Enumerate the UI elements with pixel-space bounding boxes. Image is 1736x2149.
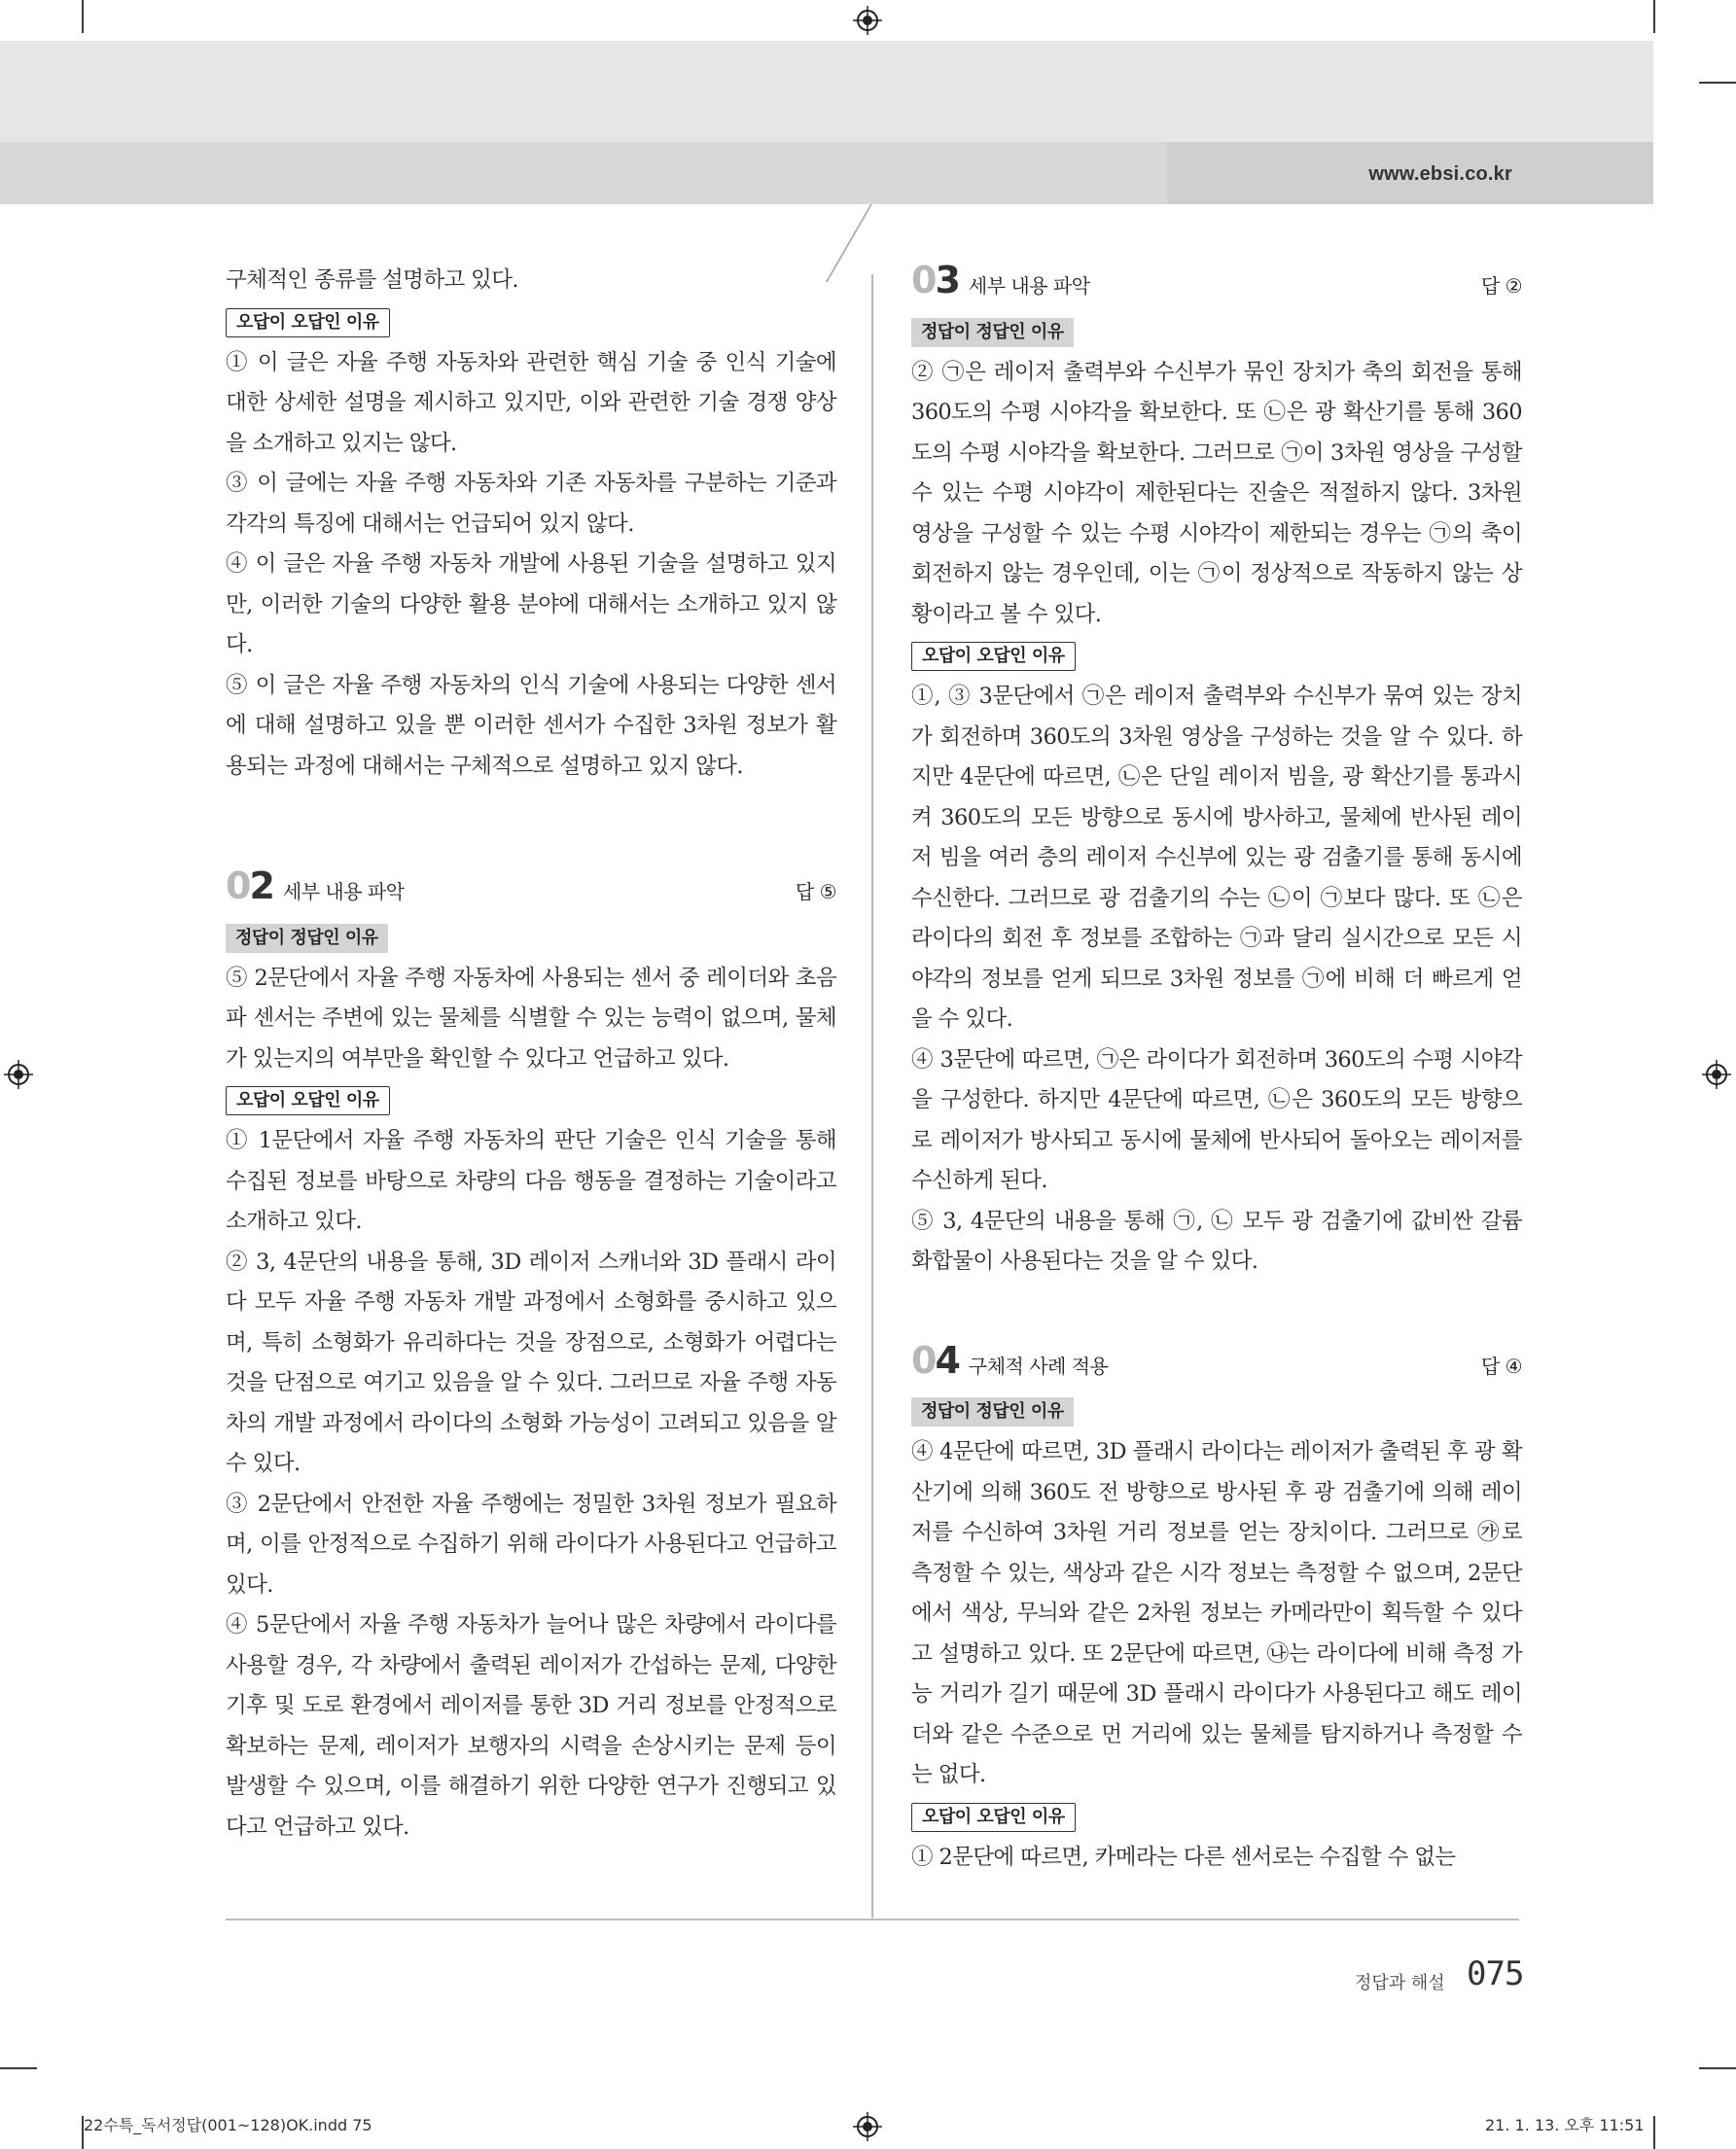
wrong-reason-tag: 오답이 오답인 이유 bbox=[226, 308, 390, 337]
bottom-rule bbox=[226, 1919, 1519, 1920]
question-number: 04 bbox=[911, 1338, 959, 1382]
answer-label: 답 ④ bbox=[1480, 1354, 1522, 1378]
print-slug-date: 21. 1. 13. 오후 11:51 bbox=[1485, 2116, 1645, 2134]
explanation-item: ①, ③ 3문단에서 ㉠은 레이저 출력부와 수신부가 묶여 있는 장치가 회전하며 360도의 3차원 영상을 구성하는 것을 알 수 있다. 하지만 4문단에 따르면, ㉡은 단일 레이저 빔을, 광 확산기를 통과시켜 360도의 모든 방향으로 동시에 방사하고, 물체에 반사된 레이저 빔을 여러 층의 레이저 수신부에 있는 광 검출기를 통해 동시에 수신한다. 그러므로 광 검출기의 수는 ㉡이 ㉠보다 많다. 또 ㉡은 라이다의 회전 후 정보를 조합하는 ㉠과 달리 실시간으로 모든 시야각의 정보를 얻게 되므로 3차원 정보를 ㉠에 비해 더 빠르게 얻을 수 있다. bbox=[911, 684, 1522, 1032]
answer-label: 답 ⑤ bbox=[795, 880, 836, 903]
explanation-item: ⑤ 2문단에서 자율 주행 자동차에 사용되는 센서 중 레이더와 초음파 센서는 주변에 있는 물체를 식별할 수 있는 능력이 없으며, 물체가 있는지의 여부만을 확인할 수 있다고 언급하고 있다. bbox=[226, 965, 836, 1072]
correct-reason-tag: 정답이 정답인 이유 bbox=[226, 924, 388, 953]
crop-mark bbox=[1699, 2067, 1736, 2069]
column-divider bbox=[871, 274, 873, 1918]
explanation-item: ① 이 글은 자율 주행 자동차와 관련한 핵심 기술 중 인식 기술에 대한 상세한 설명을 제시하고 있지만, 이와 관련한 기술 경쟁 양상을 소개하고 있지는 않다. bbox=[226, 349, 836, 456]
question-number: 03 bbox=[911, 259, 959, 301]
question-header-03 bbox=[911, 261, 1522, 307]
question-number: 02 bbox=[226, 864, 273, 907]
explanation-item: ④ 5문단에서 자율 주행 자동차가 늘어나 많은 차량에서 라이다를 사용할 경우, 각 차량에서 출력된 레이저가 간섭하는 문제, 다양한 기후 및 도로 환경에서 레이저를 통한 3D 거리 정보를 안정적으로 확보하는 문제, 레이저가 보행자의 시력을 손상시키는 문제 등이 발생할 수 있으며, 이를 해결하기 위한 다양한 연구가 진행되고 있다고 언급하고 있다. bbox=[226, 1612, 836, 1840]
crop-mark bbox=[0, 2067, 37, 2069]
wrong-reason-tag: 오답이 오답인 이유 bbox=[911, 1803, 1076, 1832]
explanation-item: ③ 2문단에서 안전한 자율 주행에는 정밀한 3차원 정보가 필요하며, 이를 안정적으로 수집하기 위해 라이다가 사용된다고 언급하고 있다. bbox=[226, 1491, 836, 1598]
crop-mark bbox=[1699, 82, 1736, 84]
explanation-item: ① 1문단에서 자율 주행 자동차의 판단 기술은 인식 기술을 통해 수집된 정보를 바탕으로 차량의 다음 행동을 결정하는 기술이라고 소개하고 있다. bbox=[226, 1128, 836, 1234]
explanation-item: ③ 이 글에는 자율 주행 자동차와 기존 자동차를 구분하는 기준과 각각의 특징에 대해서는 언급되어 있지 않다. bbox=[226, 471, 836, 537]
registration-mark-icon bbox=[1702, 1060, 1731, 1089]
left-column bbox=[226, 261, 836, 1848]
explanation-item: ④ 이 글은 자율 주행 자동차 개발에 사용된 기술을 설명하고 있지만, 이러한 기술의 다양한 활용 분야에 대해서는 소개하고 있지 않다. bbox=[226, 551, 836, 657]
registration-mark-icon bbox=[853, 6, 882, 35]
crop-mark bbox=[1653, 2116, 1655, 2149]
header-edge bbox=[1653, 41, 1680, 204]
registration-mark-icon bbox=[4, 1060, 33, 1089]
answer-label: 답 ② bbox=[1480, 274, 1522, 298]
explanation-item: ① 2문단에 따르면, 카메라는 다른 센서로는 수집할 수 없는 bbox=[911, 1844, 1456, 1870]
wrong-reason-tag: 오답이 오답인 이유 bbox=[226, 1086, 390, 1115]
explanation-item: ⑤ 이 글은 자율 주행 자동차의 인식 기술에 사용되는 다양한 센서에 대해 설명하고 있을 뿐 이러한 센서가 수집한 3차원 정보가 활용되는 과정에 대해서는 구체적으로 설명하고 있지 않다. bbox=[226, 672, 836, 779]
site-url: www.ebsi.co.kr bbox=[1368, 163, 1512, 185]
right-column bbox=[911, 261, 1522, 1878]
question-title: 구체적 사례 적용 bbox=[968, 1354, 1109, 1378]
crop-mark bbox=[1653, 0, 1655, 33]
crop-mark bbox=[82, 0, 84, 33]
explanation-item: ② 3, 4문단의 내용을 통해, 3D 레이저 스캐너와 3D 플래시 라이다 모두 자율 주행 자동차 개발 과정에서 소형화를 중시하고 있으며, 특히 소형화가 유리하다는 것을 장점으로, 소형화가 어렵다는 것을 단점으로 여기고 있음을 알 수 있다. 그러므로 자율 주행 자동차의 개발 과정에서 라이다의 소형화 가능성이 고려되고 있음을 알 수 있다. bbox=[226, 1249, 836, 1476]
question-header-02 bbox=[226, 866, 836, 913]
question-title: 세부 내용 파악 bbox=[282, 880, 405, 903]
question-header-04 bbox=[911, 1338, 1522, 1388]
page-number: 075 bbox=[1467, 1955, 1524, 1993]
print-slug-file: 22수특_독서정답(001~128)OK.indd 75 bbox=[84, 2116, 372, 2134]
question-title: 세부 내용 파악 bbox=[968, 274, 1090, 298]
correct-reason-tag: 정답이 정답인 이유 bbox=[911, 1397, 1074, 1427]
explanation-item: ④ 3문단에 따르면, ㉠은 라이다가 회전하며 360도의 수평 시야각을 구성한다. 하지만 4문단에 따르면, ㉡은 360도의 모든 방향으로 레이저가 방사되고 동시에 물체에 반사되어 돌아오는 레이저를 수신하게 된다. bbox=[911, 1046, 1522, 1193]
continuation-text: 구체적인 종류를 설명하고 있다. bbox=[226, 267, 518, 293]
wrong-reason-tag: 오답이 오답인 이유 bbox=[911, 642, 1076, 671]
registration-mark-icon bbox=[853, 2112, 882, 2141]
explanation-item: ⑤ 3, 4문단의 내용을 통해 ㉠, ㉡ 모두 광 검출기에 값비싼 갈륨 화합물이 사용된다는 것을 알 수 있다. bbox=[911, 1208, 1522, 1274]
correct-reason-tag: 정답이 정답인 이유 bbox=[911, 318, 1074, 347]
footer-section-label: 정답과 해설 bbox=[1355, 1973, 1445, 1993]
explanation-item: ② ㉠은 레이저 출력부와 수신부가 묶인 장치가 축의 회전을 통해 360도의 수평 시야각을 확보한다. 또 ㉡은 광 확산기를 통해 360도의 수평 시야각을 확보한다. 그러므로 ㉠이 3차원 영상을 구성할 수 있는 수평 시야각이 제한된다는 진술은 적절하지 않다. 3차원 영상을 구성할 수 있는 수평 시야각이 제한되는 경우는 ㉠의 축이 회전하지 않는 경우인데, 이는 ㉠이 정상적으로 작동하지 않는 상황이라고 볼 수 있다. bbox=[911, 359, 1522, 627]
explanation-item: ④ 4문단에 따르면, 3D 플래시 라이다는 레이저가 출력된 후 광 확산기에 의해 360도 전 방향으로 방사된 후 광 검출기에 의해 레이저를 수신하여 3차원 거리 정보를 얻는 장치이다. 그러므로 ㉮로 측정할 수 있는, 색상과 같은 시각 정보는 측정할 수 없으며, 2문단에서 색상, 무늬와 같은 2차원 정보는 카메라만이 획득할 수 있다고 설명하고 있다. 또 2문단에 따르면, ㉯는 라이다에 비해 측정 가능 거리가 길기 때문에 3D 플래시 라이다가 사용된다고 해도 레이더와 같은 수준으로 먼 거리에 있는 물체를 탐지하거나 측정할 수는 없다. bbox=[911, 1439, 1522, 1787]
